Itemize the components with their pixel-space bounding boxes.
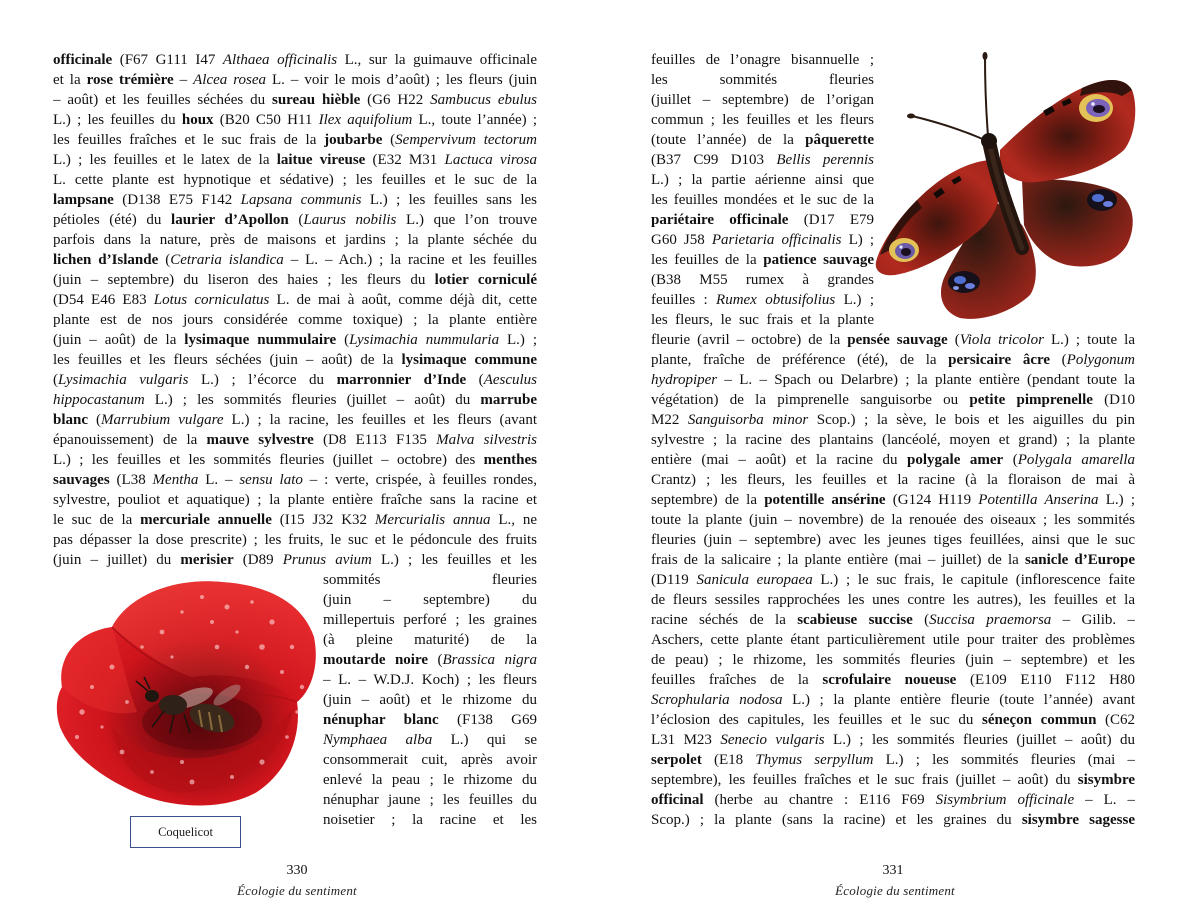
text-line	[53, 490, 537, 510]
text-run: (	[53, 372, 58, 388]
text-line	[651, 690, 1135, 710]
text-run: (B38 M55 rumex à grandes	[651, 272, 874, 288]
plant-name-bold: patience sauvage	[763, 252, 874, 268]
antenna-club	[983, 52, 988, 60]
text-run: (	[1050, 352, 1067, 368]
text-run: commun ; les feuilles et les fleurs	[651, 112, 874, 128]
page-number: 331	[882, 863, 904, 878]
text-run: Crantz) ; les fleurs, les feuilles et la racine (à la floraison de mai à	[651, 472, 1135, 488]
text-run: les feuilles mondées et le suc de la	[651, 192, 874, 208]
text-run: frais de la salicaire ; la plante entière (mai – juillet) de la	[651, 552, 1025, 568]
latin-name-italic: Rumex obtusifolius	[716, 292, 836, 308]
text-run: L. cette plante est hypnotique et sédative) ; les feuilles et le suc de la	[53, 172, 537, 188]
text-run: – L. – Spach ou Delarbre) ; la plante entière (pendant toute la	[717, 372, 1135, 388]
text-run: L31 M23	[651, 732, 721, 748]
text-run: L., toute l’année) ;	[412, 112, 537, 128]
plant-name-bold: sanicle d’Europe	[1024, 552, 1135, 568]
text-run: entière (mai – août) et la racine du	[651, 452, 908, 468]
text-run: (	[428, 652, 443, 668]
text-line	[651, 250, 874, 270]
plant-name-bold: petite pimprenelle	[969, 392, 1093, 408]
text-run: toute la plante (juin – novembre) de la renouée des oiseaux ; les sommités	[651, 512, 1135, 528]
text-run: consommerait cuit, après avoir	[323, 752, 537, 768]
text-line	[323, 630, 537, 650]
plant-name-bold: officinal	[651, 792, 704, 808]
text-run: Scop.) ; la sève, le bois et les aiguilles du pin	[808, 412, 1135, 428]
plant-name-bold: marronnier d’Inde	[336, 372, 467, 388]
text-run: les feuilles et les fleurs séchées (juin – août) de la	[53, 352, 402, 368]
text-run: Scop.) ; la plante (sans la racine) et les graines du	[651, 812, 1022, 828]
text-run: L.) ; la partie aérienne ainsi que	[651, 172, 874, 188]
text-line	[651, 450, 1135, 470]
latin-name-italic: Polygala amarella	[1017, 452, 1135, 468]
text-run: L.) ; toute la	[1043, 332, 1135, 348]
text-line	[651, 90, 874, 110]
text-line	[651, 210, 874, 230]
text-run: (E109 E110 F112 H80	[956, 672, 1135, 688]
text-line	[651, 70, 874, 90]
plant-name-bold: pâquerette	[805, 132, 874, 148]
text-line	[53, 70, 537, 90]
text-run: (	[336, 332, 350, 348]
page-331-wrapped-text	[651, 50, 874, 330]
text-run: (L38	[109, 472, 153, 488]
text-run: (F67 G111 I47	[112, 52, 223, 68]
latin-name-italic: sensu lato	[239, 472, 303, 488]
text-run: L.) ; l’écorce du	[188, 372, 337, 388]
plant-name-bold: lichen d’Islande	[53, 252, 159, 268]
text-line	[53, 130, 537, 150]
page-330-text-block	[53, 50, 537, 570]
text-line	[651, 190, 874, 210]
text-line	[53, 350, 537, 370]
text-run: – : verte, crispée, à feuilles rondes,	[302, 472, 537, 488]
plant-name-bold: sisymbre sagesse	[1021, 812, 1135, 828]
text-run: (	[1003, 452, 1018, 468]
plant-name-bold: lampsane	[53, 192, 114, 208]
text-line	[651, 610, 1135, 630]
text-run: L.) ; les feuilles et les	[371, 552, 537, 568]
latin-name-italic: Aesculus	[483, 372, 537, 388]
latin-name-italic: Lapsana communis	[240, 192, 362, 208]
text-run: (	[912, 612, 930, 628]
latin-name-italic: Thymus serpyllum	[755, 752, 874, 768]
plant-name-bold: mercuriale annuelle	[140, 512, 272, 528]
text-run: (juin – août) de la	[53, 332, 185, 348]
text-run: (D17 E79	[788, 212, 874, 228]
text-run: (G6 H22	[360, 92, 431, 108]
text-run: (F138 G69	[438, 712, 537, 728]
plant-name-bold: menthes	[483, 452, 537, 468]
text-run: L.) ;	[1098, 492, 1135, 508]
text-line	[53, 470, 537, 490]
text-run: nénuphar jaune ; les feuilles du	[323, 792, 537, 808]
text-line	[651, 50, 874, 70]
plant-name-bold: polygale amer	[907, 452, 1004, 468]
latin-name-italic: hydropiper	[651, 372, 718, 388]
text-run: les feuilles de la	[651, 252, 764, 268]
text-run: (juin – juillet) du	[53, 552, 181, 568]
text-run: (D10	[1092, 392, 1135, 408]
text-run: M22	[651, 412, 688, 428]
text-run: fleurie (avril – octobre) de la	[651, 332, 848, 348]
latin-name-italic: Sanicula europaea	[696, 572, 813, 588]
plant-name-bold: potentille ansérine	[764, 492, 886, 508]
plant-name-bold: laurier d’Apollon	[171, 212, 289, 228]
text-line	[323, 670, 537, 690]
latin-name-italic: Senecio vulgaris	[720, 732, 825, 748]
plant-name-bold: nénuphar blanc	[323, 712, 439, 728]
text-run: de fleurs sessiles rapprochées les unes contre les autres), les feuilles et la	[651, 592, 1135, 608]
latin-name-italic: Mentha	[152, 472, 199, 488]
text-line	[323, 590, 537, 610]
latin-name-italic: Cetraria islandica	[170, 252, 284, 268]
text-run: (juin – septembre) du liseron des haies ; les fleurs du	[53, 272, 435, 288]
text-run: – L. – W.D.J. Koch) ; les fleurs	[323, 672, 537, 688]
plant-name-bold: serpolet	[651, 752, 702, 768]
text-line	[651, 750, 1135, 770]
plant-name-bold: mauve sylvestre	[206, 432, 314, 448]
text-line	[53, 250, 537, 270]
text-line	[53, 150, 537, 170]
plant-name-bold: séneçon commun	[982, 712, 1097, 728]
text-run: L.) ; le suc frais, le capitule (inflorescence faite	[812, 572, 1135, 588]
text-line	[651, 370, 1135, 390]
text-line	[53, 230, 537, 250]
latin-name-italic: Bellis perennis	[776, 152, 874, 168]
butterfly-antennae	[912, 57, 988, 140]
text-run: les fleurs, le suc frais et la plante	[651, 312, 874, 328]
text-run: (B37 C99 D103	[651, 152, 777, 168]
text-line	[651, 770, 1135, 790]
text-run: (	[947, 332, 960, 348]
text-run: (	[158, 252, 171, 268]
latin-name-italic: Prunus avium	[282, 552, 372, 568]
text-line	[323, 610, 537, 630]
text-line	[651, 590, 1135, 610]
text-run: – Gilib. –	[1051, 612, 1135, 628]
text-line	[651, 490, 1135, 510]
text-run: L.) ; les feuilles et les sommités fleuries (juillet – octobre) des	[53, 452, 484, 468]
text-line	[651, 150, 874, 170]
plant-name-bold: officinale	[53, 52, 113, 68]
plant-name-bold: lysimaque nummulaire	[184, 332, 337, 348]
text-run: pétioles (été) du	[53, 212, 172, 228]
text-run: L) ;	[841, 232, 874, 248]
text-line	[53, 390, 537, 410]
text-line	[651, 670, 1135, 690]
text-line	[53, 550, 537, 570]
text-run: (D54 E46 E83	[53, 292, 154, 308]
text-run: plante est de nos jours considérée comme toxique) ; la plante entière	[53, 312, 537, 328]
text-line	[53, 310, 537, 330]
page-331-text-block	[651, 330, 1135, 830]
text-line	[53, 270, 537, 290]
text-run: et la	[53, 72, 87, 88]
text-line	[53, 210, 537, 230]
text-line	[651, 290, 874, 310]
text-run: L., sur la guimauve officinale	[337, 52, 537, 68]
plant-name-bold: lysimaque commune	[401, 352, 537, 368]
latin-name-italic: Malva silvestris	[436, 432, 537, 448]
text-line	[651, 230, 874, 250]
text-line	[651, 570, 1135, 590]
text-run: (	[466, 372, 484, 388]
text-line	[53, 370, 537, 390]
text-run: L., ne	[490, 512, 537, 528]
latin-name-italic: Marrubium vulgare	[101, 412, 224, 428]
latin-name-italic: Alcea rosea	[193, 72, 267, 88]
plant-name-bold: pariétaire officinale	[651, 212, 789, 228]
text-run: – L. –	[1074, 792, 1135, 808]
text-line	[53, 450, 537, 470]
plant-name-bold: sisymbre	[1077, 772, 1135, 788]
text-run: millepertuis perforé ; les graines	[323, 612, 537, 628]
text-line	[651, 330, 1135, 350]
text-run: L. – voir le mois d’août) ; les fleurs (juin	[266, 72, 537, 88]
text-run: L.) ; les sommités fleuries (mai –	[873, 752, 1135, 768]
latin-name-italic: Sempervivum tectorum	[395, 132, 537, 148]
text-line	[323, 690, 537, 710]
text-line	[651, 390, 1135, 410]
text-run: (	[288, 212, 304, 228]
latin-name-italic: Brassica nigra	[442, 652, 537, 668]
text-run: sylvestre ; la racine des plantains (lancéolé, moyen et grand) ; la plante	[651, 432, 1135, 448]
text-line	[53, 50, 537, 70]
right-hindwing	[1022, 179, 1133, 266]
text-line	[323, 790, 537, 810]
text-line	[651, 790, 1135, 810]
text-run: pas dépasser la dose prescrite) ; les fruits, le suc et le pédoncule des fruits	[53, 532, 537, 548]
text-line	[651, 410, 1135, 430]
text-line	[53, 170, 537, 190]
text-line	[53, 190, 537, 210]
text-line	[651, 530, 1135, 550]
text-line	[651, 310, 874, 330]
right-forewing	[1000, 80, 1135, 182]
latin-name-italic: Lysimachia vulgaris	[58, 372, 189, 388]
latin-name-italic: Sanguisorba minor	[687, 412, 809, 428]
text-run: L.) ; les feuilles sans les	[361, 192, 537, 208]
latin-name-italic: Potentilla Anserina	[978, 492, 1099, 508]
text-run: (herbe au chantre : E116 F69	[703, 792, 936, 808]
text-run: (juin – septembre) du	[323, 592, 537, 608]
latin-name-italic: hippocastanum	[53, 392, 145, 408]
text-line	[323, 810, 537, 830]
text-run: (E32 M31	[365, 152, 445, 168]
plant-name-bold: laitue vireuse	[276, 152, 366, 168]
text-run: L.) ; les sommités fleuries (juillet – août) du	[144, 392, 481, 408]
running-footer: Écologie du sentiment	[835, 883, 955, 898]
text-run: Aschers, cette plante étant particulièrement utile pour traiter des problèmes	[651, 632, 1135, 648]
text-run: épanouissement) de la	[53, 432, 207, 448]
text-run: feuilles de l’onagre bisannuelle ;	[651, 52, 874, 68]
text-run: L.) ;	[835, 292, 874, 308]
text-run: (juin – août) et le rhizome du	[323, 692, 537, 708]
page-number: 330	[286, 863, 308, 878]
plant-name-bold: pensée sauvage	[847, 332, 948, 348]
latin-name-italic: Ilex aquifolium	[318, 112, 413, 128]
text-run: (G124 H119	[885, 492, 979, 508]
text-line	[651, 650, 1135, 670]
poppy-photo	[52, 577, 318, 809]
latin-name-italic: Parietaria officinalis	[711, 232, 842, 248]
text-run: les feuilles fraîches et le suc frais de la	[53, 132, 325, 148]
latin-name-italic: Viola tricolor	[959, 332, 1044, 348]
text-run: sommités fleuries	[323, 572, 537, 588]
plant-name-bold: marrube	[480, 392, 537, 408]
latin-name-italic: Sambucus ebulus	[430, 92, 537, 108]
text-run: L.) ; les sommités fleuries (juillet – août) du	[824, 732, 1135, 748]
text-run: (D119	[651, 572, 697, 588]
plant-name-bold: joubarbe	[324, 132, 383, 148]
antenna-club	[907, 114, 915, 119]
latin-name-italic: Mercurialis annua	[374, 512, 491, 528]
text-line	[323, 770, 537, 790]
text-run: végétation) de la pimprenelle sanguisorbe ou	[651, 392, 970, 408]
text-line	[651, 630, 1135, 650]
text-run: G60 J58	[651, 232, 712, 248]
text-line	[651, 550, 1135, 570]
latin-name-italic: Lotus corniculatus	[153, 292, 270, 308]
text-run: L.) ; les feuilles et le latex de la	[53, 152, 277, 168]
latin-name-italic: Laurus nobilis	[303, 212, 397, 228]
text-run: le suc de la	[53, 512, 141, 528]
latin-name-italic: Althaea officinalis	[222, 52, 338, 68]
text-run: – août) et les feuilles séchées du	[53, 92, 272, 108]
plant-name-bold: houx	[181, 112, 214, 128]
text-run: – L. – Ach.) ; la racine et les feuilles	[283, 252, 537, 268]
text-line	[53, 90, 537, 110]
text-run: plante, fraîche de préférence (été), de la	[651, 352, 949, 368]
text-run: (C62	[1096, 712, 1135, 728]
text-line	[651, 350, 1135, 370]
text-line	[323, 650, 537, 670]
text-line	[323, 570, 537, 590]
text-run: (	[382, 132, 396, 148]
text-run: L.) ; la racine, les feuilles et les fleurs (avant	[223, 412, 537, 428]
text-run: L.) ; les feuilles du	[53, 112, 182, 128]
text-run: septembre), les feuilles fraîches et le suc frais (juillet – août) du	[651, 772, 1078, 788]
text-line	[651, 170, 874, 190]
text-run: (B20 C50 H11	[213, 112, 319, 128]
peacock-butterfly-photo	[872, 50, 1138, 322]
text-run: (	[88, 412, 102, 428]
text-line	[323, 750, 537, 770]
figure-caption: Coquelicot	[130, 816, 241, 848]
latin-name-italic: Nymphaea alba	[323, 732, 433, 748]
text-run: feuilles fraîches de la	[651, 672, 823, 688]
latin-name-italic: Succisa praemorsa	[929, 612, 1052, 628]
text-run: L.) ; la plante entière fleurie (toute l’année) avant	[782, 692, 1135, 708]
text-line	[53, 530, 537, 550]
text-line	[323, 730, 537, 750]
latin-name-italic: Lysimachia nummularia	[349, 332, 500, 348]
text-line	[651, 510, 1135, 530]
text-line	[651, 110, 874, 130]
text-line	[651, 430, 1135, 450]
plant-name-bold: lotier corniculé	[434, 272, 537, 288]
text-run: racine séchés de la	[651, 612, 798, 628]
text-line	[651, 810, 1135, 830]
text-run: enlevé la peau ; le rhizome du	[323, 772, 537, 788]
text-run: noisetier ; la racine et les	[323, 812, 537, 828]
plant-name-bold: persicaire âcre	[948, 352, 1051, 368]
running-footer: Écologie du sentiment	[237, 883, 357, 898]
text-run: (toute l’année) de la	[651, 132, 806, 148]
text-run: (D89	[233, 552, 283, 568]
plant-name-bold: blanc	[53, 412, 89, 428]
text-run: parfois dans la nature, près de maisons et jardins ; la plante séchée du	[53, 232, 537, 248]
text-run: L.) ;	[499, 332, 537, 348]
text-run: sylvestre, pouliot et aquatique) ; la plante entière fraîche sans la racine et	[53, 492, 537, 508]
text-run: –	[173, 72, 194, 88]
text-run: (juillet – septembre) de l’origan	[651, 92, 874, 108]
text-run: feuilles :	[651, 292, 717, 308]
text-run: L. –	[198, 472, 240, 488]
text-run: les sommités fleuries	[651, 72, 874, 88]
text-line	[323, 710, 537, 730]
plant-name-bold: moutarde noire	[323, 652, 429, 668]
plant-name-bold: sauvages	[53, 472, 110, 488]
text-line	[53, 410, 537, 430]
text-run: L.) que l’on trouve	[396, 212, 537, 228]
text-run: L.) qui se	[432, 732, 537, 748]
text-line	[53, 330, 537, 350]
text-run: septembre) de la	[651, 492, 765, 508]
text-run: l’éclosion des capitules, les feuilles et le suc du	[651, 712, 982, 728]
latin-name-italic: Sisymbrium officinale	[935, 792, 1075, 808]
plant-name-bold: scrofulaire noueuse	[822, 672, 957, 688]
text-run: fleuries (juin – septembre) avec les jeunes tiges feuillées, ainsi que le suc	[651, 532, 1135, 548]
text-line	[651, 130, 874, 150]
text-line	[53, 290, 537, 310]
text-line	[651, 710, 1135, 730]
text-line	[53, 430, 537, 450]
text-line	[53, 110, 537, 130]
text-run: (à pleine maturité) de la	[323, 632, 537, 648]
text-run: L. de mai à août, comme déjà dit, cette	[269, 292, 537, 308]
text-run: (I15 J32 K32	[271, 512, 375, 528]
latin-name-italic: Scrophularia nodosa	[651, 692, 783, 708]
plant-name-bold: rose trémière	[86, 72, 174, 88]
text-line	[651, 270, 874, 290]
plant-name-bold: merisier	[180, 552, 234, 568]
text-run: (E18	[701, 752, 756, 768]
text-run: de peau) ; le rhizome, les sommités fleuries (juin – septembre) et les	[651, 652, 1135, 668]
text-line	[651, 730, 1135, 750]
text-line	[651, 470, 1135, 490]
page-330-wrapped-text	[323, 570, 537, 830]
text-run: (D138 E75 F142	[113, 192, 241, 208]
text-run: (D8 E113 F135	[313, 432, 437, 448]
plant-name-bold: sureau hièble	[271, 92, 361, 108]
latin-name-italic: Lactuca virosa	[444, 152, 537, 168]
plant-name-bold: scabieuse succise	[797, 612, 913, 628]
text-line	[53, 510, 537, 530]
latin-name-italic: Polygonum	[1066, 352, 1135, 368]
